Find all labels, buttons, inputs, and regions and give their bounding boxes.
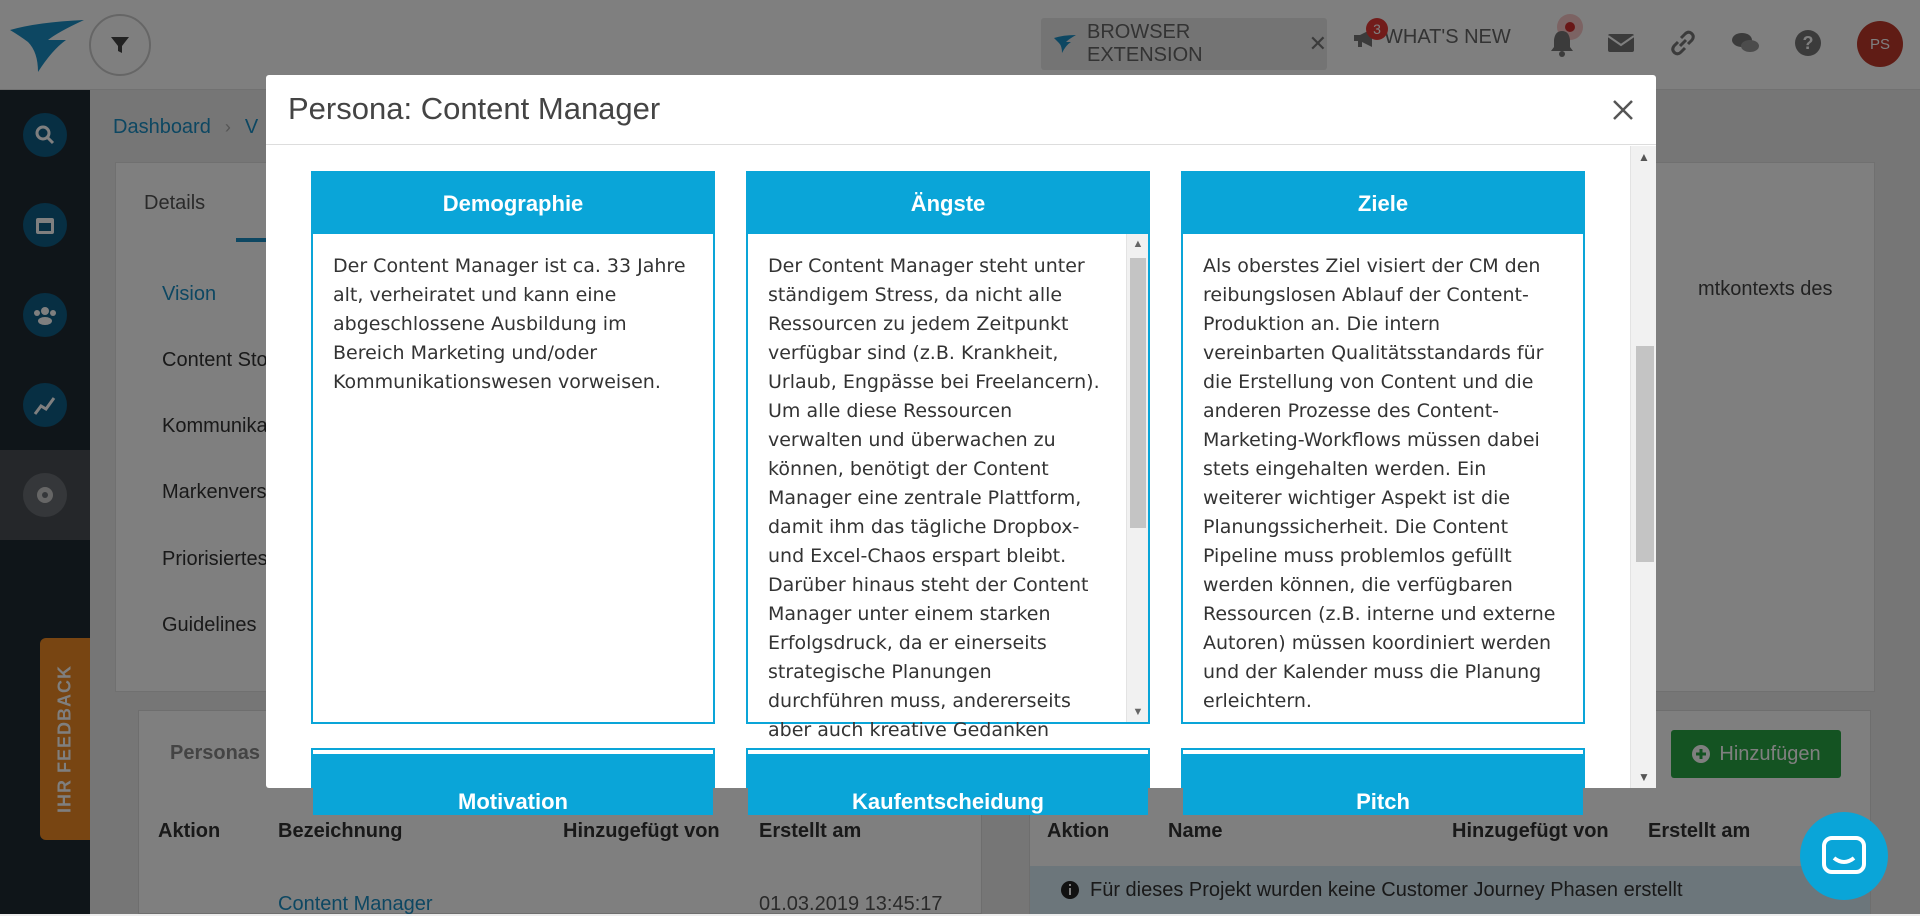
card-text: Der Content Manager ist ca. 33 Jahre alt, verheiratet und kann eine abgeschlossene Ausbildung im Bereich Marketing und/oder Kommunikationswesen vorweisen.	[333, 255, 686, 393]
modal-title: Persona: Content Manager	[288, 91, 661, 126]
card-title: Ängste	[748, 173, 1148, 234]
close-icon[interactable]	[1606, 93, 1640, 127]
persona-card-pitch	[1181, 748, 1585, 814]
persona-card-demographie	[311, 171, 715, 724]
card-scrollbar[interactable]	[1126, 234, 1148, 722]
modal-body[interactable]	[266, 146, 1630, 814]
modal-scrollbar[interactable]	[1630, 146, 1656, 788]
scroll-down-arrow-icon[interactable]: ▼	[1132, 706, 1144, 718]
card-title: Kaufentscheidung	[748, 754, 1148, 815]
modal-header	[266, 75, 1656, 145]
persona-modal	[266, 75, 1656, 814]
persona-card-aengste	[746, 171, 1150, 741]
card-title: Pitch	[1183, 754, 1583, 815]
card-title: Demographie	[313, 173, 713, 234]
scroll-up-arrow-icon[interactable]: ▲	[1132, 238, 1144, 250]
persona-card-ziele	[1181, 171, 1585, 724]
scrollbar-thumb[interactable]	[1636, 346, 1654, 562]
card-title: Ziele	[1183, 173, 1583, 234]
chat-icon	[1822, 836, 1866, 876]
persona-card-motivation	[311, 748, 715, 814]
card-text: Als oberstes Ziel visiert der CM den reibungslosen Ablauf der Content-Produktion an. Die intern vereinbarten Qualitätsstandards für die Erstellung von Content und die anderen Prozesse des Content-Marketing-Workflows müssen dabei stets eingehalten werden. Ein weiterer wichtiger Aspekt ist die Planungssicherheit. Die Content Pipeline muss problemlos gefüllt werden können, die verfügbaren Ressourcen (z.B. interne und externe Autoren) müssen koordiniert werden und der Kalender muss die Planung erleichtern.	[1203, 255, 1556, 712]
chat-launcher-button[interactable]	[1800, 812, 1888, 900]
card-text: Der Content Manager steht unter ständigem Stress, da nicht alle Ressourcen zu jedem Zeitpunkt verfügbar sind (z.B. Krankheit, Urlaub, Engpässe bei Freelancern). Um alle diese Ressourcen verwalten und überwachen zu können, benötigt der Content Manager eine zentrale Plattform, damit ihm das tägliche Dropbox- und Excel-Chaos erspart bleibt. Darüber hinaus steht der Content Manager unter einem starken Erfolgsdruck, da er einerseits strategische Planungen durchführen muss, andererseits aber auch kreative Gedanken	[768, 255, 1100, 741]
persona-card-kaufentscheidung	[746, 748, 1150, 814]
card-title: Motivation	[313, 754, 713, 815]
scroll-up-arrow-icon[interactable]: ▲	[1638, 150, 1650, 164]
scroll-down-arrow-icon[interactable]: ▼	[1638, 770, 1650, 784]
scrollbar-thumb[interactable]	[1130, 258, 1146, 528]
